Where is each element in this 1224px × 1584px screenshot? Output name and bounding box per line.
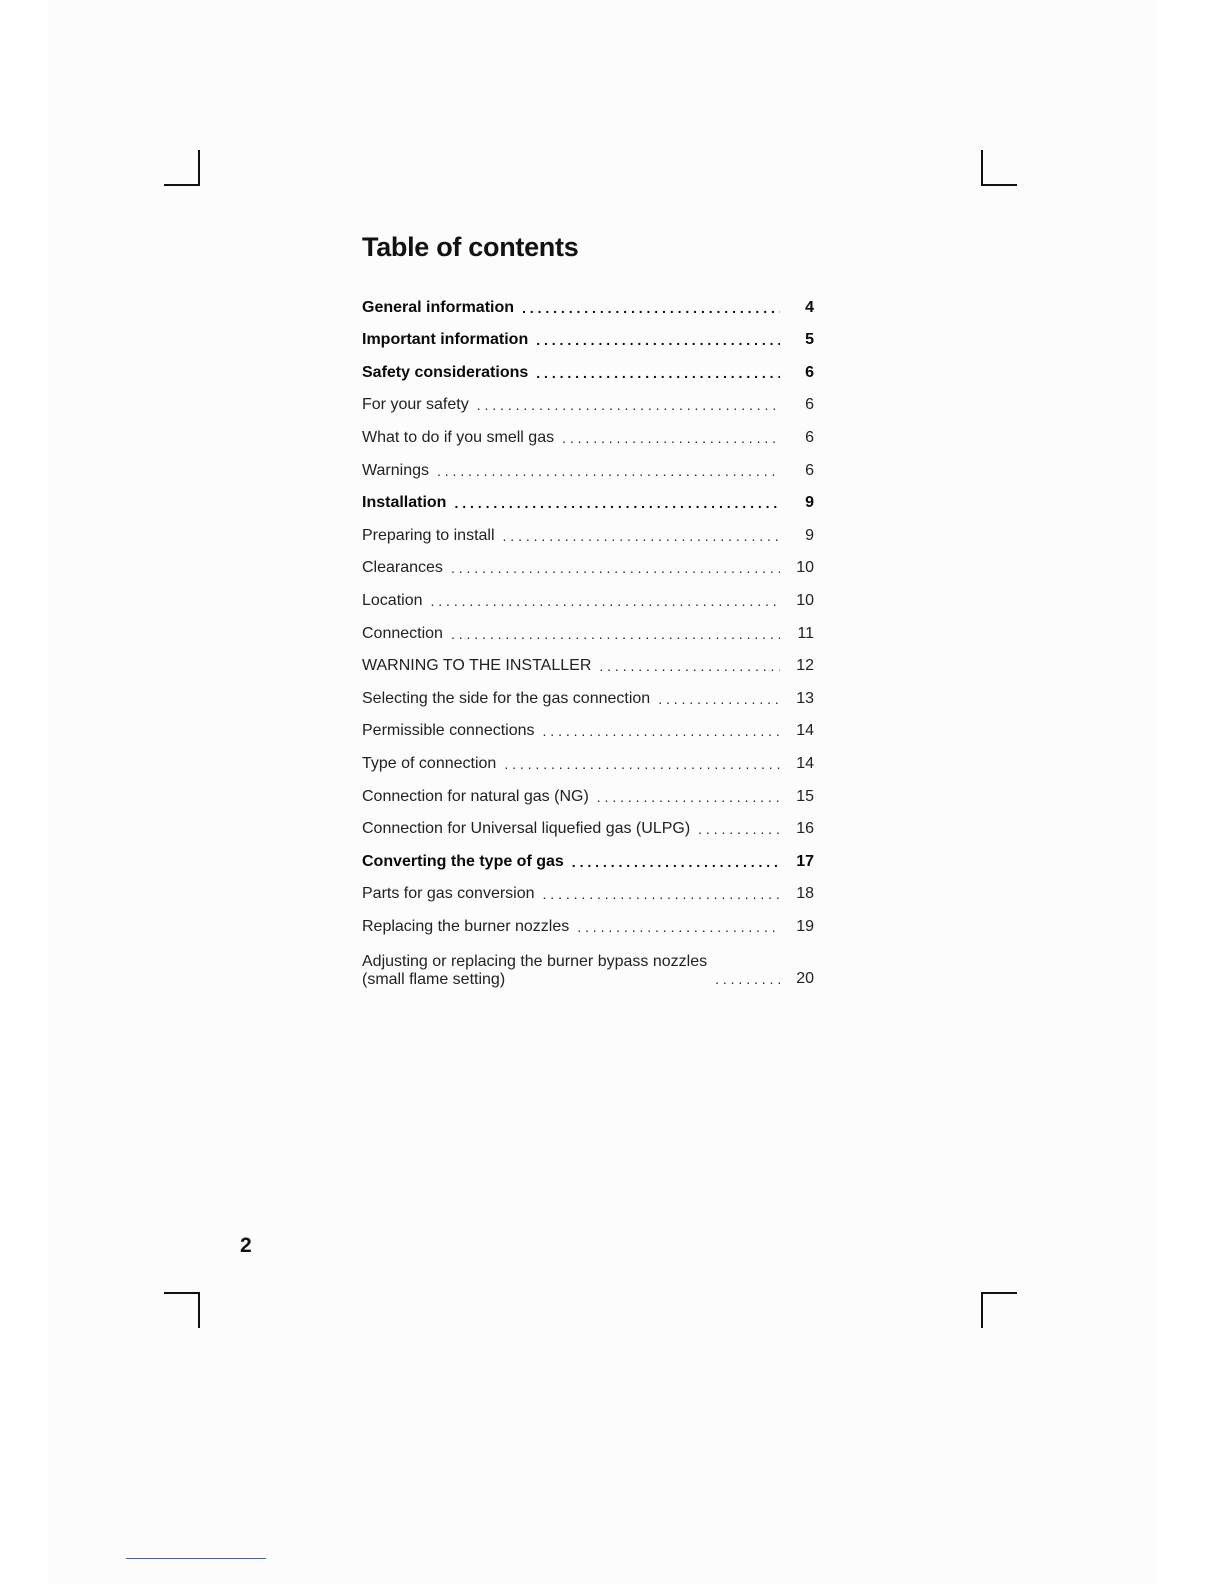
toc-entry-label: Connection for Universal liquefied gas (ULPG) — [362, 820, 691, 838]
dot-leader — [577, 917, 780, 937]
toc-entry-page: 6 — [805, 428, 814, 446]
toc-entry-label — [362, 953, 707, 989]
page-number: 2 — [240, 1234, 252, 1257]
dot-leader — [597, 787, 780, 807]
toc-entry[interactable] — [362, 389, 814, 422]
dot-leader — [536, 363, 780, 383]
toc-entry[interactable] — [362, 715, 814, 748]
toc-entry-page: 17 — [796, 852, 814, 870]
toc-entry-label-line-1: Adjusting or replacing the burner bypass nozzles — [362, 952, 708, 970]
toc-entry[interactable] — [362, 780, 814, 813]
toc-entry-page: 12 — [796, 657, 814, 675]
toc-entry[interactable] — [362, 747, 814, 780]
toc-entry-page: 5 — [805, 331, 814, 349]
toc-entry-label: Permissible connections — [362, 722, 535, 740]
dot-leader — [451, 624, 780, 644]
toc-entry-page: 13 — [796, 689, 814, 707]
toc-entry-page: 6 — [805, 363, 814, 381]
toc-entry-page: 15 — [796, 787, 814, 805]
toc-entry-label: Safety considerations — [362, 363, 529, 381]
toc-entry-label: General information — [362, 298, 515, 316]
toc-entry-label: For your safety — [362, 396, 469, 414]
table-of-contents — [362, 291, 814, 995]
toc-entry-label: Installation — [362, 494, 447, 512]
toc-entry-page: 4 — [805, 298, 814, 316]
link-underline — [126, 1558, 266, 1559]
toc-entry-label: Connection — [362, 624, 443, 642]
toc-entry-page: 6 — [805, 461, 814, 479]
toc-entry-label: What to do if you smell gas — [362, 428, 555, 446]
dot-leader — [454, 493, 780, 513]
toc-entry-label: Type of connection — [362, 754, 497, 772]
dot-leader — [599, 656, 780, 676]
toc-entry[interactable] — [362, 813, 814, 846]
toc-entry[interactable] — [362, 519, 814, 552]
toc-entry[interactable] — [362, 552, 814, 585]
toc-entry-label: Important information — [362, 331, 529, 349]
dot-leader — [536, 330, 780, 350]
dot-leader — [658, 689, 780, 709]
toc-entry[interactable] — [362, 584, 814, 617]
toc-entry[interactable] — [362, 421, 814, 454]
toc-entry-page: 18 — [796, 885, 814, 903]
page-title: Table of contents — [362, 232, 579, 262]
dot-leader — [431, 591, 781, 611]
toc-entry-page: 20 — [796, 969, 814, 987]
toc-entry-label: Parts for gas conversion — [362, 885, 535, 903]
dot-leader — [543, 884, 780, 904]
dot-leader — [562, 428, 780, 448]
toc-entry[interactable] — [362, 487, 814, 520]
dot-leader — [451, 558, 780, 578]
toc-entry[interactable] — [362, 682, 814, 715]
toc-entry-page: 16 — [796, 820, 814, 838]
crop-mark-bottom-left — [164, 1292, 200, 1328]
toc-entry[interactable] — [362, 943, 814, 995]
toc-entry-page: 14 — [796, 722, 814, 740]
toc-entry-page: 19 — [796, 917, 814, 935]
crop-mark-top-right — [981, 150, 1017, 186]
toc-entry-page: 10 — [796, 559, 814, 577]
toc-entry-page: 6 — [805, 396, 814, 414]
toc-entry[interactable] — [362, 650, 814, 683]
toc-entry[interactable] — [362, 910, 814, 943]
toc-entry[interactable] — [362, 878, 814, 911]
toc-entry-label: Connection for natural gas (NG) — [362, 787, 589, 805]
toc-entry-page: 14 — [796, 754, 814, 772]
dot-leader — [543, 721, 780, 741]
toc-entry-page: 11 — [797, 624, 814, 642]
dot-leader — [503, 526, 780, 546]
dot-leader — [477, 395, 780, 415]
toc-entry[interactable] — [362, 291, 814, 324]
dot-leader — [437, 461, 780, 481]
crop-mark-top-left — [164, 150, 200, 186]
toc-entry[interactable] — [362, 356, 814, 389]
toc-entry-label: Warnings — [362, 461, 429, 479]
toc-entry-label: Selecting the side for the gas connection — [362, 689, 651, 707]
dot-leader — [522, 298, 780, 318]
toc-entry-label: Location — [362, 591, 423, 609]
toc-entry-page: 9 — [805, 526, 814, 544]
toc-entry[interactable] — [362, 454, 814, 487]
toc-entry-label: Preparing to install — [362, 526, 495, 544]
dot-leader — [698, 819, 780, 839]
toc-entry-label: Converting the type of gas — [362, 852, 564, 870]
toc-entry-label: Replacing the burner nozzles — [362, 917, 570, 935]
toc-entry[interactable] — [362, 617, 814, 650]
dot-leader — [715, 969, 780, 989]
toc-entry-label: Clearances — [362, 559, 443, 577]
dot-leader — [572, 852, 780, 872]
toc-entry[interactable] — [362, 324, 814, 357]
crop-mark-bottom-right — [981, 1292, 1017, 1328]
toc-entry[interactable] — [362, 845, 814, 878]
toc-entry-label-line-2: (small flame setting) — [362, 970, 506, 988]
toc-entry-label: WARNING TO THE INSTALLER — [362, 657, 592, 675]
dot-leader — [504, 754, 780, 774]
toc-entry-page: 10 — [796, 591, 814, 609]
toc-entry-page: 9 — [805, 494, 814, 512]
